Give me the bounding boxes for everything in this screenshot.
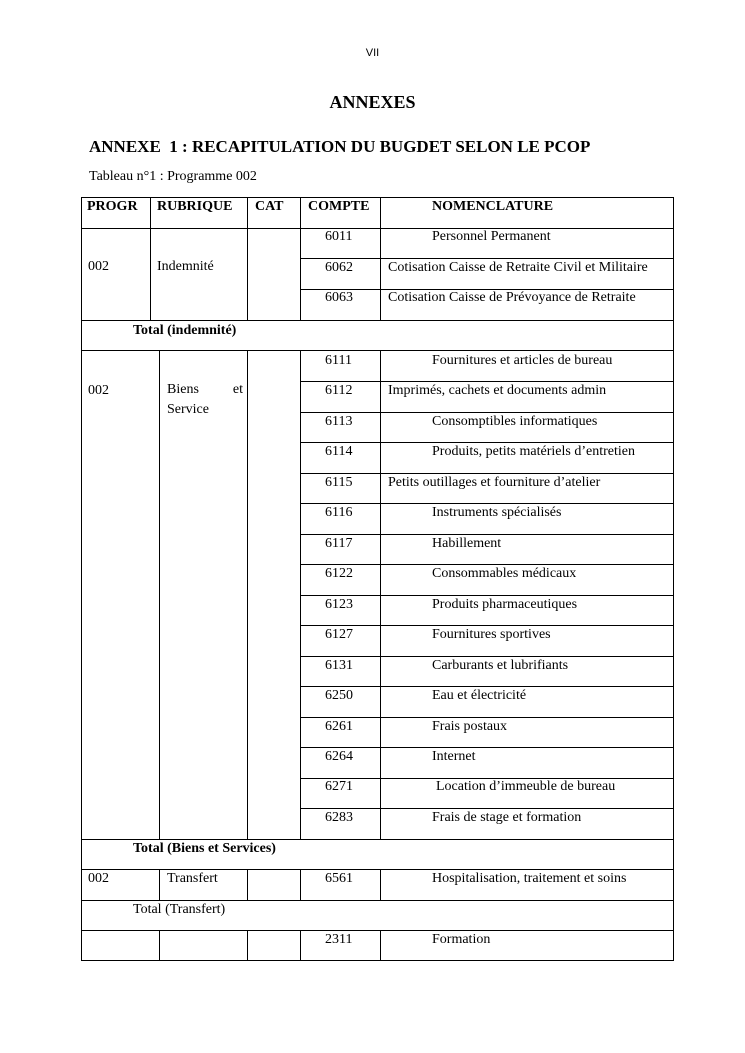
nomenclature-cell: Consomptibles informatiques [432, 414, 598, 429]
total-label: Total (Biens et Services) [133, 841, 276, 856]
nomenclature-cell: Eau et électricité [432, 688, 527, 703]
nomenclature-cell: Frais postaux [432, 719, 508, 734]
col-divider [247, 869, 248, 900]
row-divider [300, 595, 674, 596]
page-title: ANNEXES [329, 92, 416, 112]
col-divider [159, 350, 160, 839]
total-divider [81, 839, 674, 840]
compte-cell: 6114 [325, 444, 353, 459]
compte-cell: 6250 [325, 688, 353, 703]
nomenclature-cell: Formation [432, 932, 491, 947]
col-divider [300, 930, 301, 961]
col-divider [159, 869, 160, 900]
group-progr: 002 [88, 871, 109, 886]
row-divider [300, 412, 674, 413]
compte-cell: 6264 [325, 749, 353, 764]
nomenclature-cell: Frais de stage et formation [432, 810, 582, 825]
nomenclature-cell: Produits, petits matériels d’entretien [432, 444, 635, 459]
row-divider [300, 473, 674, 474]
compte-cell: 6261 [325, 719, 353, 734]
row-divider [300, 656, 674, 657]
row-divider [300, 625, 674, 626]
col-divider [380, 197, 381, 320]
total-divider [81, 900, 674, 901]
row-divider [300, 534, 674, 535]
compte-cell: 6113 [325, 414, 353, 429]
rubrique-word: Service [167, 402, 209, 417]
group-rubrique: Transfert [167, 871, 218, 886]
row-divider [300, 808, 674, 809]
col-divider [159, 930, 160, 961]
col-divider [247, 930, 248, 961]
compte-cell: 6283 [325, 810, 353, 825]
group-rubrique [167, 380, 243, 420]
col-divider [150, 197, 151, 228]
page-number: VII [365, 47, 380, 59]
col-divider [380, 869, 381, 900]
compte-cell: 6063 [325, 290, 353, 305]
col-divider [150, 228, 151, 320]
row-divider [300, 747, 674, 748]
nomenclature-cell: Petits outillages et fourniture d’atelier [388, 475, 601, 490]
nomenclature-cell: Hospitalisation, traitement et soins [432, 871, 627, 886]
row-divider [300, 442, 674, 443]
table-caption: Tableau n°1 : Programme 002 [89, 169, 257, 184]
compte-cell: 6561 [325, 871, 353, 886]
header-compte: COMPTE [308, 199, 370, 214]
row-divider [300, 381, 674, 382]
nomenclature-cell: Cotisation Caisse de Prévoyance de Retraite [388, 290, 636, 305]
nomenclature-cell: Cotisation Caisse de Retraite Civil et Militaire [388, 260, 648, 275]
compte-cell: 6271 [325, 779, 353, 794]
total-divider [81, 320, 674, 321]
row-divider [300, 258, 674, 259]
nomenclature-cell: Internet [432, 749, 476, 764]
row-divider [300, 686, 674, 687]
nomenclature-cell: Instruments spécialisés [432, 505, 562, 520]
total-label: Total (Transfert) [133, 902, 226, 917]
total-label: Total (indemnité) [133, 323, 237, 338]
nomenclature-cell: Habillement [432, 536, 502, 551]
total-divider [81, 869, 674, 870]
compte-cell: 6062 [325, 260, 353, 275]
compte-cell: 6123 [325, 597, 353, 612]
nomenclature-cell: Carburants et lubrifiants [432, 658, 569, 673]
compte-cell: 6112 [325, 383, 353, 398]
group-progr: 002 [88, 259, 109, 274]
col-divider [380, 930, 381, 961]
col-divider [300, 869, 301, 900]
col-divider [300, 197, 301, 320]
table-border-right [673, 197, 674, 961]
nomenclature-cell: Produits pharmaceutiques [432, 597, 578, 612]
compte-cell: 6011 [325, 229, 353, 244]
col-divider [247, 350, 248, 839]
col-divider [247, 197, 248, 228]
group-rubrique: Indemnité [157, 259, 214, 274]
table-border-bottom [81, 960, 674, 961]
col-divider [247, 228, 248, 320]
header-progr: PROGR [87, 199, 138, 214]
compte-cell: 6116 [325, 505, 353, 520]
col-divider [380, 350, 381, 839]
header-divider [81, 228, 674, 229]
rubrique-word: Biens [167, 382, 199, 397]
nomenclature-cell: Location d’immeuble de bureau [436, 779, 616, 794]
budget-table [81, 197, 674, 961]
nomenclature-cell: Imprimés, cachets et documents admin [388, 383, 607, 398]
row-divider [300, 564, 674, 565]
nomenclature-cell: Fournitures et articles de bureau [432, 353, 613, 368]
compte-cell: 6122 [325, 566, 353, 581]
compte-cell: 6111 [325, 353, 352, 368]
nomenclature-cell: Personnel Permanent [432, 229, 551, 244]
rubrique-word: et [232, 382, 243, 397]
compte-cell: 6117 [325, 536, 353, 551]
compte-cell: 6127 [325, 627, 353, 642]
header-rubrique: RUBRIQUE [157, 199, 233, 214]
nomenclature-cell: Fournitures sportives [432, 627, 551, 642]
row-divider [300, 503, 674, 504]
total-divider [81, 930, 674, 931]
header-nomenclature: NOMENCLATURE [432, 199, 554, 214]
compte-cell: 6131 [325, 658, 353, 673]
table-border-top [81, 197, 674, 198]
compte-cell: 2311 [325, 932, 353, 947]
total-divider [81, 350, 674, 351]
nomenclature-cell: Consommables médicaux [432, 566, 577, 581]
table-border-left [81, 197, 82, 961]
annex-heading: ANNEXE 1 : RECAPITULATION DU BUGDET SELON LE PCOP [89, 137, 591, 156]
compte-cell: 6115 [325, 475, 353, 490]
header-cat: CAT [255, 199, 284, 214]
group-progr: 002 [88, 383, 109, 398]
col-divider [300, 350, 301, 839]
row-divider [300, 717, 674, 718]
